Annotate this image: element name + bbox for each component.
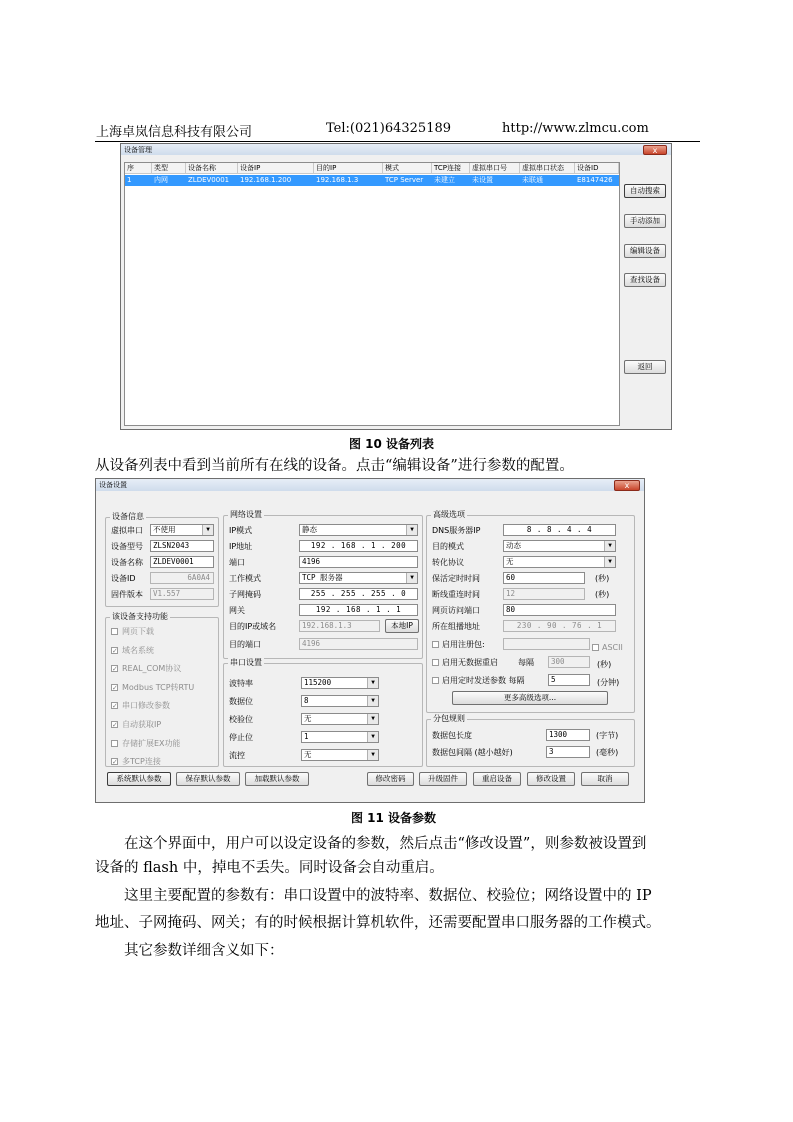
packet-interval-field[interactable]: 3 <box>546 746 590 758</box>
ip-address-label: IP地址 <box>229 542 253 551</box>
chevron-down-icon[interactable]: ▼ <box>367 750 378 760</box>
cancel-button[interactable]: 取消 <box>581 772 629 786</box>
packet-legend: 分包规则 <box>433 714 465 723</box>
feature-checkbox: ✓ <box>112 665 118 674</box>
device-info-legend: 设备信息 <box>112 512 144 521</box>
table-cell[interactable]: 192.168.1.200 <box>238 175 314 186</box>
column-header[interactable]: 类型 <box>152 163 186 174</box>
save-default-button[interactable]: 保存默认参数 <box>176 772 240 786</box>
column-header[interactable]: 虚拟串口状态 <box>520 163 575 174</box>
load-default-button[interactable]: 加载默认参数 <box>245 772 309 786</box>
port-label: 端口 <box>229 558 245 567</box>
flow-control-select[interactable] <box>301 749 379 761</box>
baud-value: 115200 <box>304 678 332 687</box>
device-manager-window <box>120 143 672 430</box>
feature-label: 存储扩展EX功能 <box>122 738 181 748</box>
timed-send-label: 启用定时发送参数 每隔 <box>442 676 525 685</box>
flow-control-label: 流控 <box>229 751 245 760</box>
device-name-field[interactable]: ZLDEV0001 <box>150 556 214 568</box>
keepalive-unit: (秒) <box>595 574 610 583</box>
dest-mode-value: 动态 <box>506 541 521 550</box>
keepalive-field[interactable]: 60 <box>503 572 585 584</box>
change-password-button[interactable]: 修改密码 <box>367 772 414 786</box>
advanced-legend: 高级选项 <box>433 510 465 519</box>
paragraph: 在这个界面中，用户可以设定设备的参数，然后点击“修改设置”，则参数被设置到 <box>124 836 647 852</box>
manual-add-button[interactable]: 手动添加 <box>624 214 666 228</box>
web-port-label: 网页访问端口 <box>432 606 480 615</box>
ip-mode-value: 静态 <box>302 525 317 534</box>
table-cell[interactable]: 内网 <box>152 175 186 186</box>
stop-bits-value: 1 <box>304 732 309 741</box>
column-header[interactable]: 设备名称 <box>186 163 238 174</box>
device-settings-window <box>95 478 645 803</box>
work-mode-value: TCP 服务器 <box>302 573 343 582</box>
close-icon[interactable]: x <box>614 480 640 491</box>
figure-caption: 图 11 设备参数 <box>351 811 437 825</box>
feature-label: 网页下载 <box>122 627 154 636</box>
packet-length-unit: (字节) <box>596 731 619 740</box>
dest-mode-label: 目的模式 <box>432 542 464 551</box>
work-mode-label: 工作模式 <box>229 574 261 583</box>
table-cell[interactable]: E8147426 <box>575 175 619 186</box>
back-button[interactable]: 返回 <box>624 360 666 374</box>
chevron-down-icon[interactable]: ▼ <box>406 573 417 583</box>
upgrade-firmware-button[interactable]: 升级固件 <box>419 772 467 786</box>
no-data-interval-label: 每隔 <box>518 658 534 667</box>
feature-label: 域名系统 <box>122 645 154 655</box>
device-manager-titlebar <box>121 144 671 155</box>
column-header[interactable]: 目的IP <box>314 163 383 174</box>
web-port-field[interactable]: 80 <box>503 604 616 616</box>
register-field <box>503 638 590 650</box>
column-header[interactable]: 设备ID <box>575 163 619 174</box>
paragraph: 其它参数详细含义如下： <box>124 943 284 959</box>
data-bits-select[interactable] <box>301 695 379 707</box>
packet-group <box>426 714 635 767</box>
table-cell[interactable]: TCP Server <box>383 175 432 186</box>
system-default-button[interactable]: 系统默认参数 <box>107 772 171 786</box>
parity-select[interactable] <box>301 713 379 725</box>
header-divider <box>95 141 700 142</box>
dest-mode-select[interactable] <box>503 540 616 552</box>
header-company: 上海卓岚信息科技有限公司 <box>96 125 253 140</box>
device-name-label: 设备名称 <box>111 558 143 567</box>
packet-interval-label: 数据包间隔 (越小越好) <box>432 748 513 757</box>
paragraph: 这里主要配置的参数有：串口设置中的波特率、数据位、校验位；网络设置中的 IP <box>124 888 652 904</box>
feature-checkbox: ✓ <box>112 646 118 655</box>
model-label: 设备型号 <box>111 542 143 551</box>
table-cell[interactable]: 未设置 <box>470 175 520 186</box>
close-icon[interactable]: x <box>643 145 667 155</box>
feature-checkbox <box>111 740 118 747</box>
protocol-value: 无 <box>506 557 514 566</box>
find-device-button[interactable]: 查找设备 <box>624 273 666 287</box>
flow-control-value: 无 <box>304 750 312 759</box>
dns-field[interactable]: 8 . 8 . 4 . 4 <box>503 524 616 536</box>
no-data-restart-label: 启用无数据重启 <box>442 658 498 667</box>
device-id-label: 设备ID <box>111 574 136 583</box>
timed-send-checkbox[interactable] <box>432 677 439 684</box>
table-cell[interactable]: ZLDEV0001 <box>186 175 238 186</box>
more-advanced-button[interactable]: 更多高级选项... <box>452 691 608 705</box>
device-settings-titlebar <box>96 479 644 491</box>
header-tel: Tel:(021)64325189 <box>326 121 452 136</box>
table-cell[interactable]: 1 <box>125 175 152 186</box>
column-header[interactable]: TCP连接 <box>432 163 470 174</box>
paragraph: 从设备列表中看到当前所有在线的设备。点击“编辑设备”进行参数的配置。 <box>95 458 574 474</box>
device-list[interactable] <box>124 162 620 426</box>
firmware-label: 固件版本 <box>111 590 143 599</box>
restart-device-button[interactable]: 重启设备 <box>473 772 521 786</box>
multicast-field: 230 . 90 . 76 . 1 <box>503 620 616 632</box>
no-data-unit: (秒) <box>597 660 612 669</box>
chevron-down-icon[interactable]: ▼ <box>367 678 378 688</box>
stop-bits-label: 停止位 <box>229 733 253 742</box>
no-data-interval-field: 300 <box>548 656 590 668</box>
chevron-down-icon[interactable]: ▼ <box>367 732 378 742</box>
chevron-down-icon[interactable]: ▼ <box>367 696 378 706</box>
local-ip-button[interactable]: 本地IP <box>385 619 419 633</box>
parity-value: 无 <box>304 714 312 723</box>
dest-port-label: 目的端口 <box>229 640 261 649</box>
feature-checkbox: ✓ <box>112 683 118 692</box>
packet-interval-unit: (毫秒) <box>596 748 619 757</box>
subnet-mask-field[interactable]: 255 . 255 . 255 . 0 <box>299 588 418 600</box>
dest-ip-field: 192.168.1.3 <box>299 620 380 632</box>
baud-label: 波特率 <box>229 679 253 688</box>
reconnect-label: 断线重连时间 <box>432 590 480 599</box>
features-legend: 该设备支持功能 <box>112 612 168 621</box>
protocol-label: 转化协议 <box>432 558 464 567</box>
virtual-port-label: 虚拟串口 <box>111 526 143 535</box>
firmware-field: V1.557 <box>150 588 214 600</box>
ascii-checkbox[interactable] <box>592 644 599 651</box>
device-manager-title: 设备管理 <box>124 146 152 154</box>
modify-settings-button[interactable]: 修改设置 <box>527 772 575 786</box>
device-id-field: 6A0A4 <box>150 572 214 584</box>
device-settings-title: 设备设置 <box>99 481 127 489</box>
table-cell[interactable]: 192.168.1.3 <box>314 175 383 186</box>
edit-device-button[interactable]: 编辑设备 <box>624 244 666 258</box>
feature-checkbox <box>111 628 118 635</box>
auto-search-button[interactable]: 自动搜索 <box>624 184 666 198</box>
virtual-port-value: 不使用 <box>153 525 176 534</box>
port-field[interactable]: 4196 <box>299 556 418 568</box>
feature-checkbox: ✓ <box>112 702 118 711</box>
table-cell[interactable]: 未联通 <box>520 175 575 186</box>
timed-send-unit: (分钟) <box>597 678 620 687</box>
ip-mode-label: IP模式 <box>229 526 253 535</box>
work-mode-select[interactable] <box>299 572 418 584</box>
timed-send-field[interactable]: 5 <box>548 674 590 686</box>
column-header[interactable]: 模式 <box>383 163 432 174</box>
feature-label: Modbus TCP转RTU <box>122 682 195 692</box>
gateway-label: 网关 <box>229 606 245 615</box>
ascii-label: ASCII <box>602 643 623 652</box>
chevron-down-icon[interactable]: ▼ <box>406 525 417 535</box>
stop-bits-select[interactable] <box>301 731 379 743</box>
register-checkbox[interactable] <box>432 641 439 648</box>
dns-label: DNS服务器IP <box>432 526 481 535</box>
serial-legend: 串口设置 <box>230 658 262 667</box>
protocol-select[interactable] <box>503 556 616 568</box>
feature-checkbox: ✓ <box>112 758 118 767</box>
chevron-down-icon[interactable]: ▼ <box>202 525 213 535</box>
multicast-label: 所在组播地址 <box>432 622 480 631</box>
data-bits-label: 数据位 <box>229 697 253 706</box>
paragraph: 地址、子网掩码、网关；有的时候根据计算机软件，还需要配置串口服务器的工作模式。 <box>95 915 661 931</box>
register-label: 启用注册包: <box>442 640 485 649</box>
no-data-restart-checkbox[interactable] <box>432 659 439 666</box>
model-field[interactable]: ZLSN2043 <box>150 540 214 552</box>
baud-select[interactable] <box>301 677 379 689</box>
packet-length-field[interactable]: 1300 <box>546 729 590 741</box>
reconnect-field: 12 <box>503 588 585 600</box>
packet-length-label: 数据包长度 <box>432 731 472 740</box>
virtual-port-select[interactable] <box>150 524 214 536</box>
keepalive-label: 保活定时时间 <box>432 574 480 583</box>
feature-label: 多TCP连接 <box>122 757 161 767</box>
dest-ip-label: 目的IP或域名 <box>229 622 277 631</box>
ip-address-field[interactable]: 192 . 168 . 1 . 200 <box>299 540 418 552</box>
header-url: http://www.zlmcu.com <box>502 121 649 136</box>
column-header[interactable]: 虚拟串口号 <box>470 163 520 174</box>
column-header[interactable]: 设备IP <box>238 163 314 174</box>
column-header[interactable]: 序 <box>125 163 152 174</box>
network-legend: 网络设置 <box>230 510 262 519</box>
chevron-down-icon[interactable]: ▼ <box>604 541 615 551</box>
table-cell[interactable]: 未建立 <box>432 175 470 186</box>
chevron-down-icon[interactable]: ▼ <box>367 714 378 724</box>
parity-label: 校验位 <box>229 715 253 724</box>
gateway-field[interactable]: 192 . 168 . 1 . 1 <box>299 604 418 616</box>
feature-label: 串口修改参数 <box>122 701 170 711</box>
feature-label: REAL_COM协议 <box>122 664 182 674</box>
chevron-down-icon[interactable]: ▼ <box>604 557 615 567</box>
paragraph: 设备的 flash 中，掉电不丢失。同时设备会自动重启。 <box>95 860 444 876</box>
ip-mode-select[interactable] <box>299 524 418 536</box>
figure-caption: 图 10 设备列表 <box>349 437 435 451</box>
data-bits-value: 8 <box>304 696 309 705</box>
reconnect-unit: (秒) <box>595 590 610 599</box>
subnet-mask-label: 子网掩码 <box>229 590 261 599</box>
feature-label: 自动获取IP <box>122 720 162 729</box>
feature-checkbox: ✓ <box>112 721 118 729</box>
dest-port-field: 4196 <box>299 638 418 650</box>
